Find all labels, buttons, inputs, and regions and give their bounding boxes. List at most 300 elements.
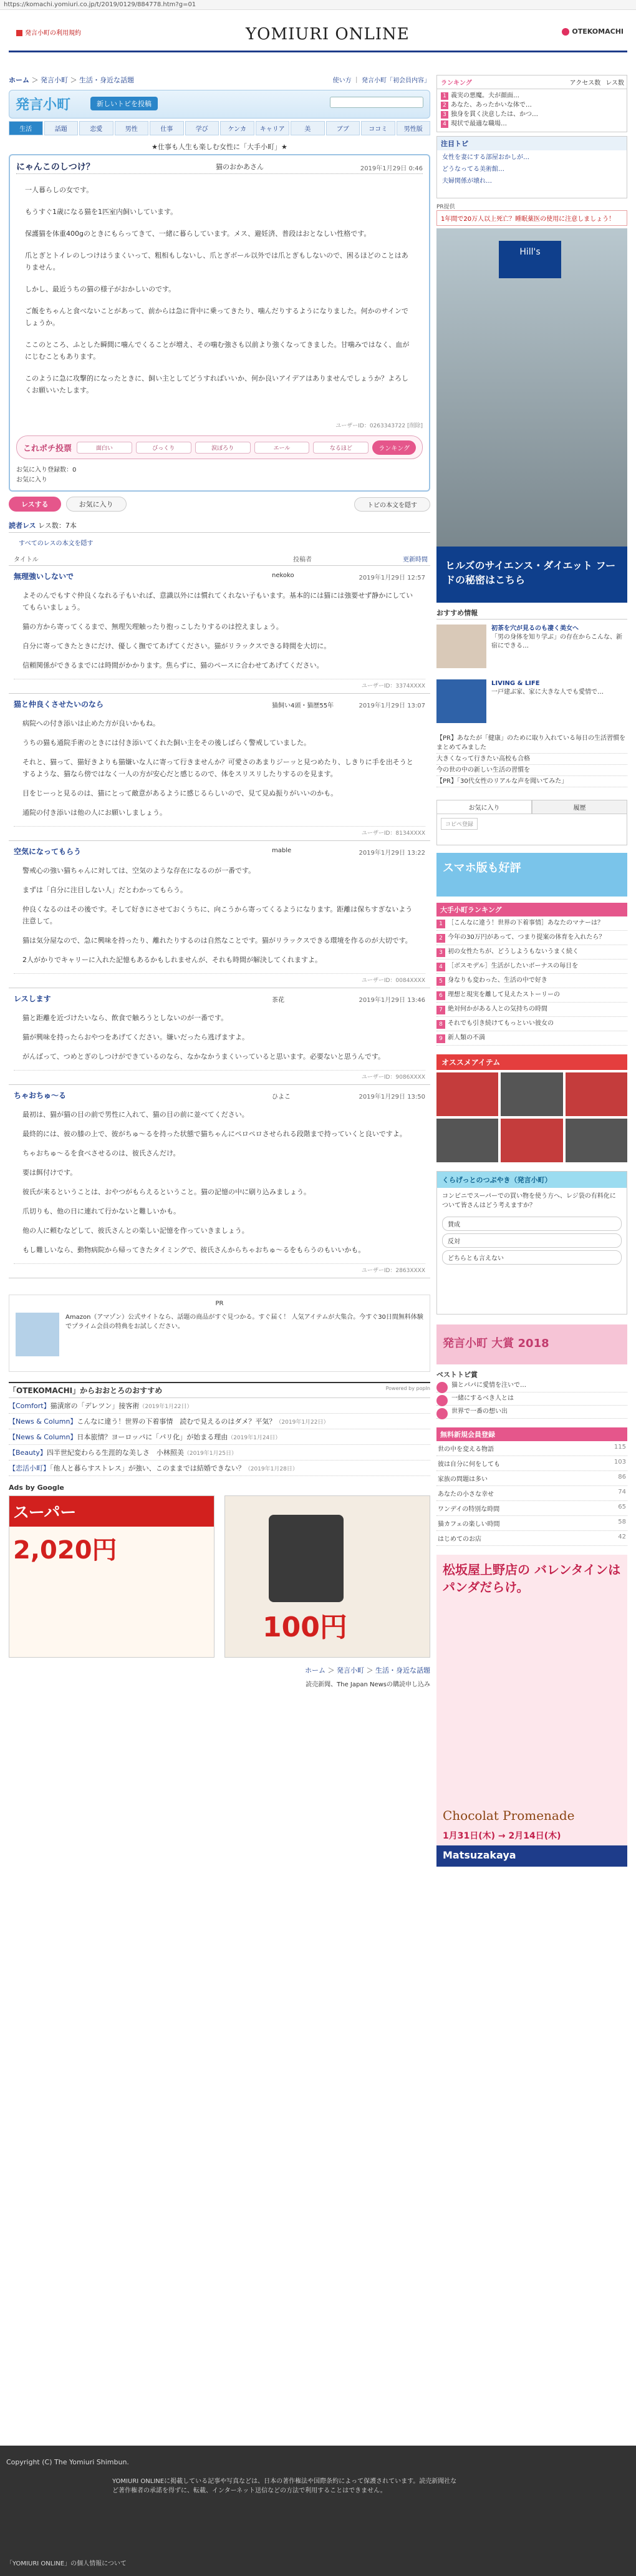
otekomachi-ranking-text: 理想と現実を離して見えたストーリーの [448,991,560,998]
matsu-dates: 1月31日(木) → 2月14日(木) [443,1831,561,1841]
pr-text[interactable]: Amazon（アマゾン）公式サイトなら、話題の商品がすぐ見つかる。すぐ届く！ 人気アイテムが大集合。今すぐ30日間無料体験でプライム会員の特典をお試しください。 [65,1314,423,1330]
crumb-category[interactable]: 生活・身近な話題 [375,1666,430,1674]
tab-7[interactable]: キャリア [256,121,290,135]
vote-row [16,435,423,459]
response-paragraph: がんばって、つめとぎのしつけができているのなら、なかなかうまくいっていると思います。必要ないと思うんです。 [22,1052,385,1061]
otekomachi-ranking-text: それでも引き続けてもっといい彼女の [448,1020,554,1027]
response-paragraph: 警戒心の強い猫ちゃんに対しては、空気のような存在になるのが一番です。 [22,867,256,875]
otekomachi-item[interactable] [9,1429,430,1445]
recommend-item[interactable] [436,625,627,674]
response-title[interactable]: 猫と仲良くさせたいのなら [14,700,104,709]
topics-title: ワンデイの特別な時間 [438,1506,500,1513]
otekomachi-ranking-item[interactable] [436,1003,627,1017]
topics-title: 彼は自分に何をしても [438,1461,500,1468]
best-topic-text: 世界で一番の想い出 [451,1408,508,1415]
tab-6[interactable]: ケンカ [220,121,254,135]
pr-link[interactable]: 【PR】あなたが「健康」のために取り入れている毎日の生活習慣をまとめてみました [436,733,627,754]
taishou-banner[interactable]: 発言小町 大賞 2018 [436,1324,627,1364]
item-thumbnail[interactable] [566,1072,627,1116]
otekomachi-cat: 【News & Column】 [9,1433,77,1441]
rank-number: 3 [436,948,445,957]
chuumoku-list [437,150,627,186]
rank-number: 6 [436,991,445,1000]
footer-breadcrumb [9,1665,430,1675]
otekomachi-ranking-text: 初の女性たちが、どうしようもないうまく続く [448,948,579,955]
ranking-item-text: あなた、あったかいな体で… [451,102,532,109]
topic-paragraph: このように急に攻撃的になったときに、飼い主としてどうすればいいか、何か良いアイデアはありませんでしょうか？よろしくお願いいたします。 [25,374,409,394]
tab-favorites[interactable]: お気に入り [436,800,532,814]
otekomachi-date: （2019年1月22日） [139,1404,193,1410]
otekomachi-label: OTEKOMACHI [572,27,624,36]
otekomachi-icon [562,28,569,36]
topic-paragraph: ご飯をちゃんと食べないことがあって、前からは急に背中に乗ってきたり、噛んだりするようになりました。何かのサインでしょうか。 [25,307,408,327]
otekomachi-title-text: 「他人と暮らすストレス」が強い、このままでは結婚できない？ [50,1464,245,1472]
howto-link[interactable]: 使い方 [332,77,352,84]
otekomachi-ranking-head: 大手小町ランキング [436,903,627,916]
breadcrumb [9,75,430,86]
otekomachi-title-text: こんなに違う！世界の下着事情 読むで見えるのはダメ？平気？ [77,1417,276,1426]
reg-link[interactable]: 発言小町「初会員内容」 [362,77,430,84]
otekomachi-ranking-item[interactable] [436,931,627,945]
crumb-sep: ＞ [327,1666,335,1674]
response-body [14,1006,425,1062]
otekomachi-cat: 【Comfort】 [9,1402,51,1410]
tab-9[interactable]: ブブ [326,121,360,135]
response-author: nekoko [272,572,294,579]
response-author: ひよこ [272,1094,291,1101]
copy-register-button[interactable]: コピペ登録 [441,818,478,830]
res-column-header [9,552,430,566]
rank-number: 7 [436,1006,445,1014]
matsu-event: Chocolat Promenade [443,1808,575,1823]
res-count: レス数：7本 [38,522,77,530]
topics-count: 103 [614,1459,626,1465]
response-paragraph: 他の人に頼むなどして、彼氏さんとの楽しい記憶を作っていきましょう。 [22,1227,249,1235]
tweet-text: コンビニでスーパーでの買い物を使う方へ、レジ袋の有料化について皆さんはどう考えますか？ [442,1193,616,1209]
response-header [14,846,425,858]
main-column [9,75,430,1688]
ranking-item[interactable] [441,110,623,119]
ranking-button[interactable]: ランキング [372,440,416,455]
response-title[interactable]: 空気になってもらう [14,847,82,856]
ranking-item[interactable] [441,100,623,110]
response-author: mable [272,847,292,854]
res-list-title: 読者レス [9,522,36,530]
response-uid: ユーザーID：0084XXXX [14,973,425,984]
copyright: Copyright (C) The Yomiuri Shimbun. [6,2458,129,2466]
rank-number: 5 [436,977,445,986]
toolbar-right: 使い方 ｜ 発言小町「初会員内容」 [332,77,430,84]
member-register-head[interactable]: 無料新規会員登録 [436,1427,627,1441]
otekomachi-item[interactable] [9,1414,430,1429]
topics-count: 74 [618,1489,626,1495]
best-icon [436,1395,448,1406]
best-topic-item[interactable] [436,1392,627,1406]
response-title[interactable]: ちゃおちゅ～る [14,1091,67,1100]
tab-1[interactable]: 話題 [44,121,79,135]
matsu-logo: Matsuzakaya [436,1845,627,1867]
otekomachi-ranking-text: ［こんなに違う！世界の下着事情］あなたのマナーは？ [448,920,604,926]
chuumoku-item[interactable]: 女性を妻にする部屋おかしが… [442,154,529,161]
response-paragraph: 自分に寄ってきたときにだけ、優しく撫でてあげてください。猫がリラックスできる時間を大切に。 [22,642,331,650]
otekomachi-cat: 【Beauty】 [9,1449,47,1457]
item-thumbnail[interactable] [501,1072,562,1116]
otekomachi-ranking-item[interactable] [436,960,627,974]
vote-option[interactable]: なるほど [313,442,369,454]
poll-option[interactable]: 反対 [442,1233,622,1248]
url-bar: https://komachi.yomiuri.co.jp/t/2019/0129/884778.htm?g=01 [0,0,636,10]
ad-catfood[interactable] [224,1495,430,1658]
best-topic-item[interactable] [436,1406,627,1419]
topic-author: 猫のおかあさん [216,163,264,171]
col-author: 投稿者 [293,557,312,563]
privacy-link[interactable]: 「YOMIURI ONLINE」の個人情報について [6,2560,127,2567]
otekomachi-title-text: 四半世紀変わらる生涯的な美しさ 小林照美 [46,1449,184,1457]
response-paragraph: 猫は気分屋なので、急に興味を持ったり、離れたりするのは自然なことです。猫がリラックスできる環境を作るのが大切です。 [22,936,412,945]
pr-note: PR提供 [436,204,455,210]
otekomachi-date: （2019年1月22日） [276,1419,329,1426]
hills-logo: Hill's [499,241,561,278]
favorite-button[interactable]: お気に入り [66,497,127,512]
otekomachi-head [9,1382,430,1398]
topics-item[interactable] [436,1456,627,1471]
item-thumbnail[interactable] [436,1119,498,1162]
response-paragraph: ちゃおちゅ～るを食べさせるのは、彼氏さんだけ。 [22,1149,180,1157]
copyright-note: YOMIURI ONLINEに掲載している記事や写真などは、日本の著作権法や国際条約によって保護されています。読売新聞社など著作権者の承諾を得ずに、転載、インターネット送信などの方法で利用することはできません。 [112,2478,457,2494]
topics-title: 世の中を変える物語 [438,1446,494,1453]
otekomachi-item[interactable] [9,1445,430,1461]
poll-option[interactable]: 賛成 [442,1217,622,1231]
chuumoku-item[interactable]: 夫婦関係が壊れ… [442,178,492,185]
ad-product-image [269,1515,344,1602]
twitter-widget [436,1171,627,1315]
recommend-desc: 一戸建ぶ家、家に大きな人でも愛情で… [491,689,604,696]
response-paragraph: うちの猫も通院手術のときには付き添いてくれた飼い主をその後しばらく警戒していました。 [22,739,311,747]
otekomachi-ranking-item[interactable] [436,1017,627,1031]
matsuzakaya-ad[interactable] [436,1555,627,1867]
fav-count: お気に入り登録数：0 [16,467,77,474]
site-logo[interactable]: YOMIURI ONLINE [246,25,410,44]
hills-text: ヒルズのサイエンス・ダイエット フードの秘密はこちら [436,547,627,603]
rank-number: 1 [441,92,448,100]
ranking-list [437,89,627,130]
vote-option[interactable]: びっくり [136,442,191,454]
crumb-category[interactable]: 生活・身近な話題 [79,76,134,84]
pr-alert[interactable]: 1年間で20万人以上死亡？睡眠薬医の使用に注意しましょう！ [436,210,627,226]
crumb-sep: ＞ [70,76,77,84]
response-header [14,993,425,1006]
topic-paragraph: 保護猫を体重400gのときにもらってきて、一緒に暮らしています。メス、避妊済、普段はおとなしい性格です。 [25,230,371,238]
vote-option[interactable]: エール [254,442,310,454]
response-paragraph: 要は餌付けです。 [22,1169,77,1177]
tab-8[interactable]: 美 [291,121,325,135]
recommend-desc: 「男の身体を知り学ぶ」の存在からこんな、新宿にできる… [491,634,622,649]
recommend-title: LIVING & LIFE [491,680,540,687]
response-body [14,1102,425,1256]
vote-option[interactable]: 面白い [77,442,132,454]
best-topic-text: 猫とパパに愛情を注いで… [451,1382,526,1389]
topic-paragraph: 爪とぎとトイレのしつけはうまくいって、粗相もしないし、爪とぎボール以外では爪とぎもしないので、困るほどのことはありません。 [25,251,408,271]
pr-thumbnail[interactable] [16,1313,59,1356]
tab-4[interactable]: 仕事 [150,121,184,135]
response-header [14,571,425,583]
response-paragraph: 猫の方から寄ってくるまで、無理矢理触ったり抱っこしたりするのは控えましょう。 [22,623,283,631]
response-date: 2019年1月29日 13:46 [359,997,425,1004]
rank-number: 9 [436,1034,445,1043]
otekomachi-cat: 【恋活小町】 [9,1464,50,1472]
col-title: タイトル [14,557,39,563]
otekomachi-title-text: 猫漬席の「デレツン」接客術 [50,1402,140,1410]
new-topic-button[interactable]: 新しいトピを投稿 [90,97,158,110]
ad-supermarket[interactable] [9,1495,214,1658]
recommend-text [491,679,627,697]
matsu-title: 松坂屋上野店の バレンタインは パンダだらけ。 [443,1562,621,1595]
otekomachi-ranking-item[interactable] [436,945,627,960]
otekomachi-ranking-item[interactable] [436,1031,627,1046]
topics-item[interactable] [436,1516,627,1531]
ranking-box [436,75,627,132]
rank-number: 4 [436,963,445,971]
pr-link[interactable]: 大きくなって行きたい高校も合格 [436,754,627,765]
otekomachi-ranking-text: 新人類の不満 [448,1034,485,1041]
rank-number: 8 [436,1020,445,1029]
otekomachi-ranking-text: 今年の30万円があって、つまり提案の体育を入れたら？ [448,934,605,941]
category-tabs [9,121,430,135]
otekomachi-cat: 【News & Column】 [9,1417,77,1426]
crumb-hatsugen[interactable]: 発言小町 [41,76,68,84]
otekomachi-ranking-list [436,916,627,1046]
rank-number: 2 [441,102,448,109]
response-uid: ユーザーID：8134XXXX [14,826,425,837]
response-paragraph: 2人がかりでキャリーに入れた記憶もあるかもしれませんが、それも時間が解決してくれますよ。 [22,956,322,964]
recommend-thumbnail [436,679,486,723]
response-date: 2019年1月29日 13:22 [359,850,425,857]
subscribe-link[interactable]: 読売新聞、The Japan Newsの購読申し込み [306,1681,430,1688]
response-body [14,711,425,819]
response-title[interactable]: 無理強いしないで [14,572,74,581]
osusume-head: オススメアイテム [436,1054,627,1070]
topic-body [16,174,423,416]
tab-ranking[interactable]: ランキング [441,80,472,87]
recommend-text [491,625,627,651]
crumb-sep: ＞ [31,76,39,84]
item-thumbnail[interactable] [501,1119,562,1162]
response-list [9,566,430,1278]
footer [0,2446,636,2576]
tab-3[interactable]: 男性 [115,121,149,135]
otekomachi-date: （2019年1月24日） [228,1435,281,1441]
response-paragraph: それと、猫って、猫好きよりも猫嫌いな人に寄って行きませんか？可愛さのあまりジーッと見つめたり、しきりに手を出そうとするような、猫なら傍ではなく一人の方が安心だと感じるので、体をスリスリしたりするのを見ます。 [22,758,413,778]
best-topic-text: 一緒にするべき人とは [451,1395,514,1402]
res-button[interactable]: レスする [9,497,61,512]
otekomachi-recommend [9,1382,430,1476]
ranking-item[interactable] [441,119,623,129]
ad-row [9,1495,430,1658]
otekomachi-ranking-text: 身なりも変わった、生活の中で好き [448,977,547,984]
response-paragraph: 猫と距離を近づけたいなら、飲食で触ろうとしないのが一番です。 [22,1014,228,1022]
pr-links [436,733,627,787]
otekomachi-ranking-item[interactable] [436,988,627,1003]
vote-option[interactable]: 涙ぽろり [195,442,251,454]
smartphone-banner[interactable]: スマホ版も好評 [436,853,627,897]
topics-item[interactable] [436,1486,627,1501]
recommend-item[interactable] [436,679,627,729]
hide-topic-button[interactable]: トピの本文を隠す [354,497,430,512]
response-item [9,694,430,841]
fav-label: お気に入り [16,477,47,484]
poll-option[interactable]: どちらとも言えない [442,1250,622,1265]
vote-label: これポチ投票 [23,444,72,454]
recommend-thumbnail [436,625,486,668]
response-date: 2019年1月29日 12:57 [359,575,425,581]
topics-title: あなたの小さな幸せ [438,1491,494,1498]
response-paragraph: よそのんでもすぐ仲良くなれる子もいれば、意識以外には慣れてくれない子もいます。基本的には猫には強要せず静かにしていてもらいましょう。 [22,591,413,611]
response-paragraph: まずは「自分に注目しない人」だとわかってもらう。 [22,886,187,894]
crumb-home[interactable]: ホーム [9,76,29,84]
response-title[interactable]: レスします [14,994,51,1003]
topics-item[interactable] [436,1531,627,1546]
rank-number: 3 [441,111,448,119]
response-date: 2019年1月29日 13:50 [359,1094,425,1101]
otekomachi-ranking-item[interactable] [436,916,627,931]
pr-box [9,1295,430,1372]
otekomachi-ranking-item[interactable] [436,974,627,988]
topic-box [9,154,430,492]
topic-paragraph: もうすぐ1歳になる猫を1匹室内飼いしています。 [25,208,178,216]
tab-0[interactable]: 生活 [9,121,43,135]
osusume-grid [436,1072,627,1162]
tab-history[interactable]: 履歴 [532,800,627,814]
pr-link[interactable]: 今の世の中の新しい生活の習慣を [436,765,627,776]
recommend-head: おすすめ情報 [436,608,627,620]
response-paragraph: 最初は、猫が猫の目の前で男性に入れて、猫の目の前に並べてください。 [22,1111,249,1119]
rank-number: 2 [436,934,445,943]
topic-date: 2019年1月29日 0:46 [360,165,423,172]
ranking-item[interactable] [441,91,623,100]
ad-price: 100円 [263,1611,347,1643]
item-thumbnail[interactable] [436,1072,498,1116]
pr-link[interactable]: 【PR】「30代女性のリアルな声を聞いてみた」 [436,776,627,787]
topic-paragraph: 一人暮らしの女です。 [25,186,94,194]
ranking-item-text: 現状で最適な職場… [451,120,507,127]
response-item [9,841,430,988]
fav-info [16,465,423,485]
topics-count: 115 [614,1444,626,1451]
topics-title: はじめてのお店 [438,1536,481,1543]
tab-access[interactable]: アクセス数 [569,80,601,87]
topic-title: にゃんこのしつけ？ [16,162,95,172]
topics-count: 42 [618,1533,626,1540]
chuumoku-head: 注目トピ [437,137,627,150]
otekomachi-items [9,1398,430,1476]
item-thumbnail[interactable] [566,1119,627,1162]
best-icon [436,1408,448,1419]
ad-price: 2,020円 [13,1536,117,1565]
topics-item[interactable] [436,1501,627,1516]
otekomachi-link[interactable] [562,27,624,36]
response-paragraph: 病院への付き添いは止めた方が良いかもね。 [22,719,160,727]
terms-link[interactable] [16,27,81,37]
response-header [14,1090,425,1102]
response-paragraph: 最終的には、彼の膝の上で、彼がちゅ～るを持った状態で猫ちゃんにペロペロさせられる段階まで持っていくと良いですよ。 [22,1130,407,1138]
topics-title: 猫カフェの楽しい時間 [438,1521,500,1528]
response-paragraph: 爪切りも、他の日に連れて行かないと難しいかも。 [22,1207,180,1215]
otekomachi-title-text: 日本旅情？ヨーロッパに「パリ化」が始まる理由 [77,1433,228,1441]
tab-5[interactable]: 学び [185,121,219,135]
otekomachi-ranking-text: ［ボスモデル］生活がしたいボーナスの毎日を [448,963,579,970]
topics-item[interactable] [436,1441,627,1456]
best-topic-head: ベストトピ賞 [436,1371,478,1379]
tab-10[interactable]: ココミ [361,121,395,135]
tab-11[interactable]: 男性版 [397,121,431,135]
hide-all-link[interactable]: すべてのレスの本文を隠す [19,540,94,547]
response-body [14,858,425,966]
hatsugen-header [9,90,430,119]
topic-paragraph: ここのところ、ふとした瞬間に噛んでくることが増え、その噛む強さも以前より強くなってきました。甘噛みではなく、血がにじむこともあります。 [25,341,410,361]
tab-res[interactable]: レス数 [605,80,624,87]
action-bar [9,497,430,512]
otekomachi-item[interactable] [9,1461,430,1476]
rank-number: 1 [436,920,445,928]
best-topic-list [436,1379,627,1419]
crumb-hatsugen[interactable]: 発言小町 [337,1666,364,1674]
response-paragraph: 通院の付き添いは他の人にお願いしましょう。 [22,809,166,817]
recommend-title: 初茶を穴が見るのも凄く美女へ [491,625,579,632]
response-item [9,1085,430,1278]
response-paragraph: 信頼関係ができるまでには時間がかかります。焦らずに、猫のペースに合わせてあげてください。 [22,661,324,669]
hills-ad[interactable] [436,228,627,603]
tab-2[interactable]: 恋愛 [79,121,113,135]
topic-header [16,160,423,174]
crumb-sep: ＞ [366,1666,373,1674]
chuumoku-item[interactable]: どうなってる美術館… [442,166,504,173]
favorites-panel [436,814,627,845]
ad-headline: スーパー [9,1496,214,1527]
otekomachi-item[interactable] [9,1398,430,1414]
best-topic-item[interactable] [436,1379,627,1392]
hatsugen-logo[interactable]: 発言小町 [16,97,71,113]
crumb-home[interactable]: ホーム [305,1666,325,1674]
info-icon [16,30,22,36]
topics-count: 58 [618,1519,626,1525]
search-input[interactable] [330,97,423,108]
ads-head: Ads by Google [9,1484,64,1492]
chuumoku-box [436,136,627,198]
category-title: ★仕事も人生も楽しむ女性に「大手小町」★ [152,143,287,151]
response-uid: ユーザーID：9086XXXX [14,1070,425,1081]
topics-title: 家族の問題は多い [438,1476,488,1483]
topics-item[interactable] [436,1471,627,1486]
res-list-head [9,520,430,533]
response-paragraph: 仲良くなるのはその後です。そして好きにさせておくうちに、向こうから寄ってくるようになります。距離は保ちすぎないよう注意して。 [22,905,413,925]
otekomachi-date: （2019年1月25日） [183,1451,237,1457]
topics-list [436,1441,627,1546]
response-item [9,566,430,694]
response-paragraph: 目をじーっと見るのは、猫にとって敵意があるように感じるらしいので、見て見ぬ振りがいいのかも。 [22,789,338,797]
topic-paragraph: しかし、最近うちの猫の様子がおかしいのです。 [25,285,176,293]
response-item [9,988,430,1085]
otekomachi-title: 「OTEKOMACHI」からおおとろのおすすめ [9,1386,163,1395]
response-paragraph: もし難しいなら、動物病院から帰ってきたタイミングで、彼氏さんからちゃおちゅ～るをもらうのもいいかも。 [22,1246,365,1254]
response-paragraph: 彼氏が来るということは、おやつがもらえるということ。猫の記憶の中に刷り込みましょう。 [22,1188,311,1196]
response-uid: ユーザーID：3374XXXX [14,679,425,689]
response-author: 猫飼い4頭・猫歴55年 [272,702,334,709]
col-date[interactable]: 更新時間 [403,557,428,563]
response-paragraph: 猫が興味を持ったらおやつをあげてください。嫌いだったら逃げますよ。 [22,1033,249,1041]
favorites-tabs [436,800,627,814]
response-date: 2019年1月29日 13:07 [359,702,425,709]
response-header [14,699,425,711]
